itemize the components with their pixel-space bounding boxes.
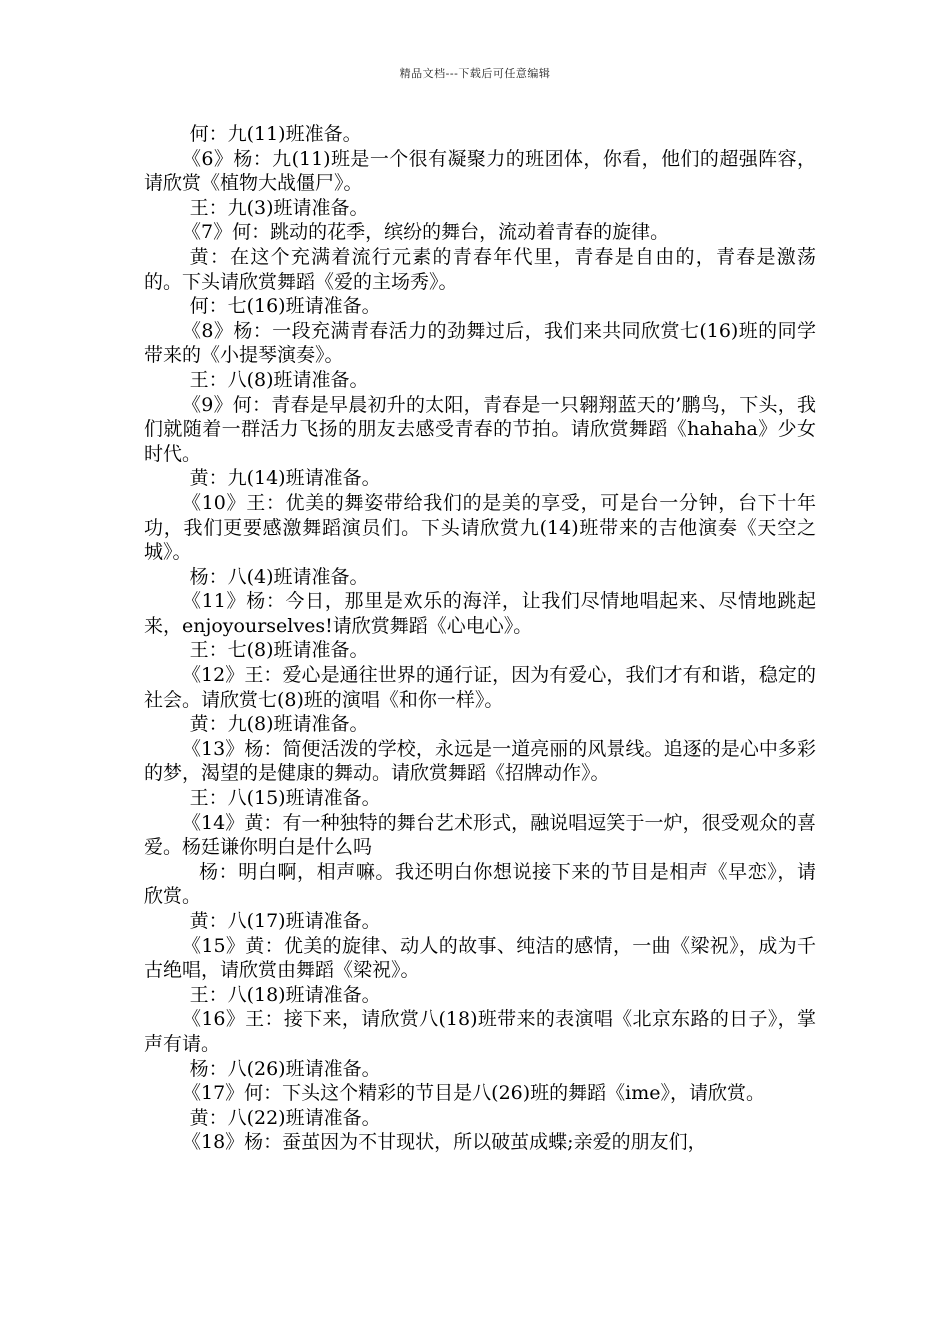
paragraph: 杨：明白啊，相声嘛。我还明白你想说接下来的节目是相声《早恋》，请欣赏。 — [144, 860, 816, 908]
paragraph: 杨：八(4)班请准备。 — [189, 565, 369, 588]
paragraph: 黄：九(8)班请准备。 — [189, 713, 369, 736]
paragraph: 《8》杨：一段充满青春活力的劲舞过后，我们来共同欣赏七(16)班的同学带来的《小提琴演奏》。 — [144, 319, 816, 367]
paragraph: 《15》黄：优美的旋律、动人的故事、纯洁的感情，一曲《梁祝》，成为千古绝唱，请欣赏由舞蹈《梁祝》。 — [144, 934, 816, 982]
paragraph: 何：九(11)班准备。 — [189, 123, 362, 145]
paragraph: 《16》王：接下来，请欣赏八(18)班带来的表演唱《北京东路的日子》，掌声有请。 — [144, 1008, 816, 1055]
paragraph: 王：八(18)班请准备。 — [189, 983, 381, 1006]
paragraph: 《17》何：下头这个精彩的节目是八(26)班的舞蹈《ime》，请欣赏。 — [182, 1082, 766, 1105]
paragraph: 《7》何：跳动的花季，缤纷的舞台，流动着青春的旋律。 — [182, 221, 670, 244]
page-header: 精品文档---下载后可任意编辑 — [399, 67, 551, 80]
paragraph: 王：九(3)班请准备。 — [189, 196, 369, 219]
paragraph: 王：七(8)班请准备。 — [189, 639, 369, 662]
paragraph: 《9》何：青春是早晨初升的太阳，青春是一只翱翔蓝天的’鹏鸟，下头，我们就随着一群活力飞扬的朋友去感受青春的节拍。请欣赏舞蹈《hahaha》少女时代。 — [144, 393, 816, 465]
paragraph: 王：八(8)班请准备。 — [189, 368, 369, 391]
document-body — [144, 122, 816, 1155]
paragraph: 王：八(15)班请准备。 — [189, 787, 381, 810]
paragraph: 黄：八(22)班请准备。 — [189, 1106, 381, 1129]
paragraph: 《6》杨：九(11)班是一个很有凝聚力的班团体，你看，他们的超强阵容，请欣赏《植物大战僵尸》。 — [144, 147, 816, 195]
paragraph: 黄：在这个充满着流行元素的青春年代里，青春是自由的，青春是激荡的。下头请欣赏舞蹈《爱的主场秀》。 — [144, 245, 816, 293]
paragraph: 《14》黄：有一种独特的舞台艺术形式，融说唱逗笑于一炉，很受观众的喜爱。杨廷谦你明白是什么吗 — [144, 811, 816, 859]
paragraph: 《10》王：优美的舞姿带给我们的是美的享受，可是台一分钟，台下十年功，我们更要感激舞蹈演员们。下头请欣赏九(14)班带来的吉他演奏《天空之城》。 — [144, 491, 816, 564]
paragraph: 《13》杨：简便活泼的学校，永远是一道亮丽的风景线。追逐的是心中多彩的梦，渴望的是健康的舞动。请欣赏舞蹈《招牌动作》。 — [144, 737, 816, 785]
paragraph: 黄：八(17)班请准备。 — [189, 910, 381, 932]
paragraph: 黄：九(14)班请准备。 — [189, 467, 381, 490]
paragraph: 《18》杨：蚕茧因为不甘现状，所以破茧成蝶;亲爱的朋友们， — [182, 1131, 707, 1154]
paragraph: 《12》王：爱心是通往世界的通行证，因为有爱心，我们才有和谐，稳定的社会。请欣赏七(8)班的演唱《和你一样》。 — [144, 664, 816, 711]
paragraph: 杨：八(26)班请准备。 — [189, 1057, 381, 1080]
paragraph: 何：七(16)班请准备。 — [189, 295, 381, 318]
paragraph: 《11》杨：今日，那里是欢乐的海洋，让我们尽情地唱起来、尽情地跳起来，enjoyourselves!请欣赏舞蹈《心电心》。 — [144, 590, 816, 637]
